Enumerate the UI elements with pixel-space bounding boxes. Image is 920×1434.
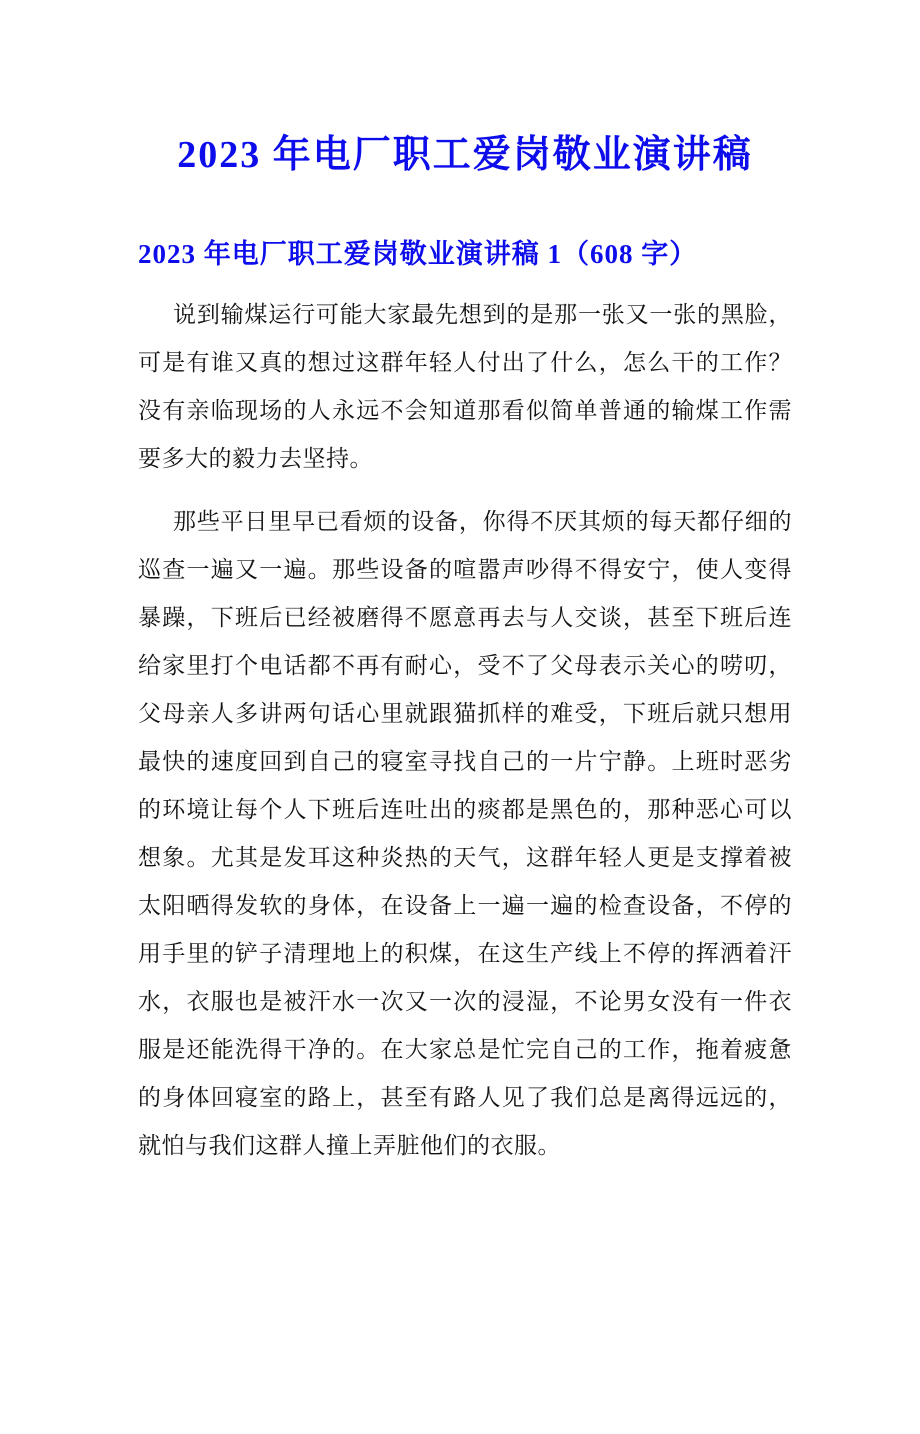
document-page (0, 132, 920, 1434)
body-paragraph-2: 那些平日里早已看烦的设备，你得不厌其烦的每天都仔细的巡查一遍又一遍。那些设备的喧嚣声吵得不得安宁，使人变得暴躁，下班后已经被磨得不愿意再去与人交谈，甚至下班后连给家里打个电话都不再有耐心，受不了父母表示关心的唠叨，父母亲人多讲两句话心里就跟猫抓样的难受，下班后就只想用最快的速度回到自己的寝室寻找自己的一片宁静。上班时恶劣的环境让每个人下班后连吐出的痰都是黑色的，那种恶心可以想象。尤其是发耳这种炎热的天气，这群年轻人更是支撑着被太阳晒得发软的身体，在设备上一遍一遍的检查设备，不停的用手里的铲子清理地上的积煤，在这生产线上不停的挥洒着汗水，衣服也是被汗水一次又一次的浸湿，不论男女没有一件衣服是还能洗得干净的。在大家总是忙完自己的工作，拖着疲惫的身体回寝室的路上，甚至有路人见了我们总是离得远远的，就怕与我们这群人撞上弄脏他们的衣服。 (138, 509, 792, 1158)
body-paragraph-1: 说到输煤运行可能大家最先想到的是那一张又一张的黑脸，可是有谁又真的想过这群年轻人付出了什么，怎么干的工作？没有亲临现场的人永远不会知道那看似简单普通的输煤工作需要多大的毅力去坚持。 (138, 302, 792, 471)
doc-subtitle: 2023 年电厂职工爱岗敬业演讲稿 1（608 字） (138, 239, 698, 269)
doc-title: 2023 年电厂职工爱岗敬业演讲稿 (177, 134, 753, 176)
doc-body (138, 291, 792, 1170)
